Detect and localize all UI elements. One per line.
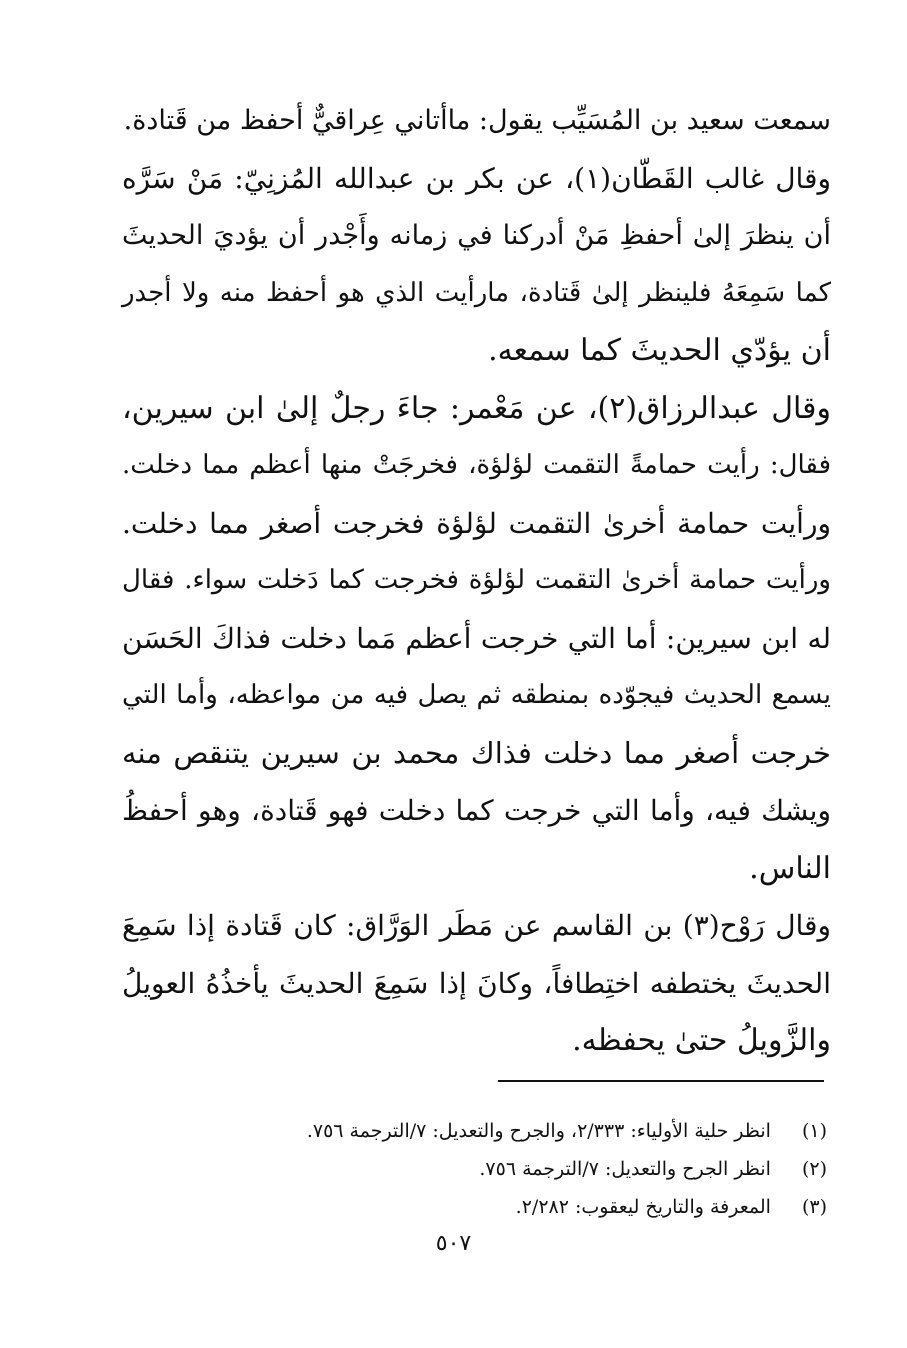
text-line: أن يؤدّي الحديثَ كما سمعه.: [488, 333, 831, 368]
footnote-separator: [498, 1080, 824, 1082]
text-line: ورأيت حمامة أخرىٰ التقمت لؤلؤة فخرجت كما دَخلت سواء. فقال: [122, 565, 831, 595]
text-line: أن ينظرَ إلىٰ أحفظِ مَنْ أدركنا في زمانه وأَجْدر أن يؤديَ الحديثَ: [122, 220, 831, 251]
footnotes: [220, 1112, 827, 1226]
text-line: الناس.: [749, 850, 831, 886]
page-number: ٥٠٧: [435, 1231, 472, 1256]
text-line: له ابن سيرين: أما التي خرجت أعظم مَما دخلت فذاكَ الحَسَن: [122, 621, 832, 655]
main-text: [122, 92, 831, 1070]
text-line: الحديثَ يختطفه اختِطافاً، وكانَ إذا سَمِعَ الحديثَ يأخذُهُ العويلُ: [122, 966, 831, 1000]
footnote: [220, 1188, 827, 1226]
footnote-number: (٣): [801, 1196, 827, 1218]
footnote: [220, 1112, 827, 1150]
footnote-number: (١): [801, 1120, 827, 1142]
footnote-text: انظر الجرح والتعديل: ٧/الترجمة ٧٥٦.: [479, 1158, 771, 1180]
text-line: وقال عبدالرزاق(٢)، عن مَعْمر: جاءَ رجلٌ إلىٰ ابن سيرين،: [122, 390, 831, 426]
footnote: [220, 1150, 827, 1188]
text-line: خرجت أصغر مما دخلت فذاك محمد بن سيرين يتنقص منه: [122, 735, 831, 770]
text-line: والزَّويلُ حتىٰ يحفظه.: [572, 1023, 831, 1058]
text-line: وقال غالب القَطّان(١)، عن بكر بن عبدالله المُزنِيّ: مَنْ سَرَّه: [122, 161, 831, 195]
footnote-number: (٢): [801, 1158, 827, 1180]
footnote-text: انظر حلية الأولياء: ٢/٣٣٣، والجرح والتعديل: ٧/الترجمة ٧٥٦.: [306, 1120, 771, 1142]
text-line: سمعت سعيد بن المُسَيِّب يقول: ماأتاني عِراقيٌّ أحفظ من قَتادة.: [123, 105, 831, 136]
text-line: يسمع الحديث فيجوّده بمنطقه ثم يصل فيه من مواعظه، وأما التي: [122, 680, 831, 710]
text-line: ورأيت حمامة أخرىٰ التقمت لؤلؤة فخرجت أصغر مما دخلت.: [122, 506, 831, 540]
text-line: فقال: رأيت حمامةً التقمت لؤلؤة، فخرجَتْ منها أعظم مما دخلت.: [122, 450, 831, 480]
text-line: كما سَمِعَهُ فلينظر إلىٰ قَتادة، مارأيت الذي هو أحفظ منه ولا أجدر: [122, 277, 831, 308]
footnote-text: المعرفة والتاريخ ليعقوب: ٢/٢٨٢.: [515, 1196, 771, 1218]
text-line: ويشك فيه، وأما التي خرجت كما دخلت فهو قَتادة، وهو أحفظُ: [122, 794, 831, 827]
text-line: وقال رَوْح(٣) بن القاسم عن مَطَر الوَرَّاق: كان قَتادة إذا سَمِعَ: [122, 909, 831, 942]
